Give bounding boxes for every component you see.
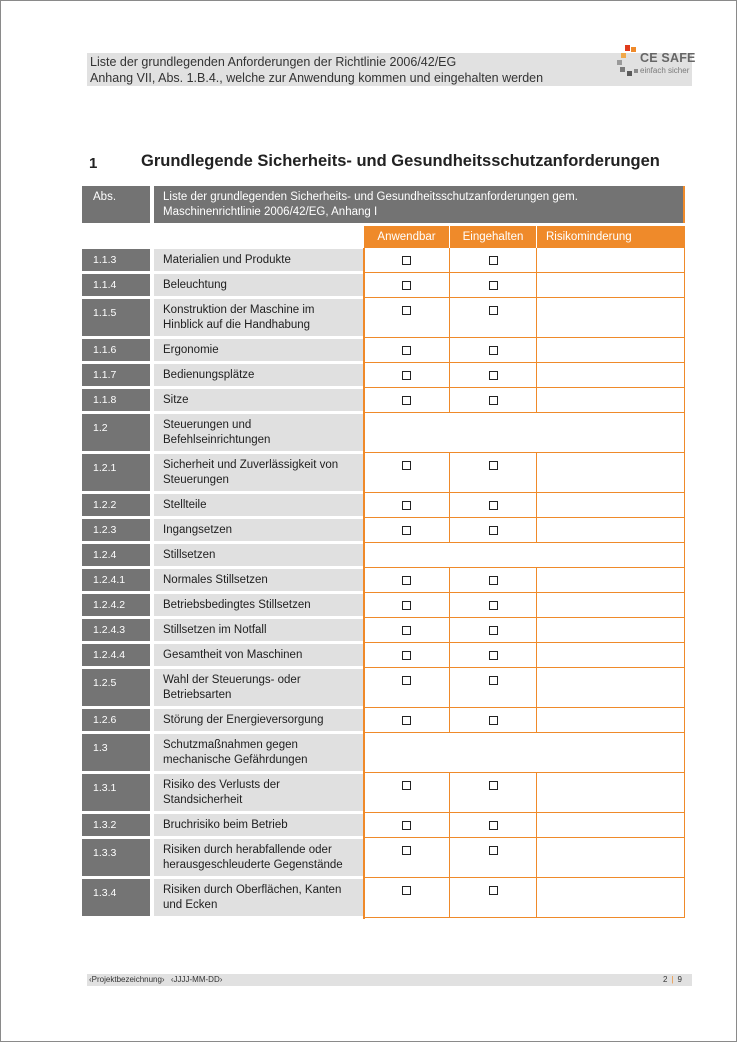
eingehalten-checkbox[interactable] bbox=[489, 281, 498, 290]
document-header bbox=[87, 53, 692, 86]
eingehalten-checkbox[interactable] bbox=[489, 306, 498, 315]
eingehalten-checkbox[interactable] bbox=[489, 256, 498, 265]
row-label-line-1: Stillsetzen im Notfall bbox=[163, 624, 267, 636]
row-number: 1.2.4.1 bbox=[82, 569, 150, 591]
row-label-line-1: Sicherheit und Zuverlässigkeit von bbox=[163, 459, 339, 471]
row-label-line-2: und Ecken bbox=[163, 899, 218, 911]
row-label-line-1: Gesamtheit von Maschinen bbox=[163, 649, 303, 661]
row-number: 1.1.8 bbox=[82, 389, 150, 411]
row-number: 1.2.6 bbox=[82, 709, 150, 731]
row-label-line-2: herausgeschleuderte Gegenstände bbox=[163, 859, 343, 871]
risikominderung-cell[interactable] bbox=[537, 838, 685, 878]
footer-left bbox=[89, 975, 222, 984]
row-number: 1.1.4 bbox=[82, 274, 150, 296]
eingehalten-checkbox[interactable] bbox=[489, 501, 498, 510]
row-label-line-1: Wahl der Steuerungs- oder bbox=[163, 674, 301, 686]
row-label-line-1: Ergonomie bbox=[163, 344, 219, 356]
risikominderung-cell[interactable] bbox=[537, 248, 685, 273]
anwendbar-cell bbox=[364, 453, 450, 493]
anwendbar-checkbox[interactable] bbox=[402, 396, 411, 405]
ce-safe-logo-icon bbox=[616, 44, 640, 78]
risikominderung-cell[interactable] bbox=[537, 813, 685, 838]
anwendbar-checkbox[interactable] bbox=[402, 601, 411, 610]
table-header-description bbox=[154, 186, 685, 223]
row-label-line-1: Steuerungen und bbox=[163, 419, 252, 431]
table-header-abs bbox=[82, 186, 150, 223]
eingehalten-checkbox[interactable] bbox=[489, 716, 498, 725]
row-label bbox=[154, 299, 363, 336]
anwendbar-checkbox[interactable] bbox=[402, 846, 411, 855]
row-label-line-1: Materialien und Produkte bbox=[163, 254, 291, 266]
eingehalten-cell bbox=[450, 838, 537, 878]
row-number: 1.1.3 bbox=[82, 249, 150, 271]
row-label bbox=[154, 879, 363, 916]
abs-header-label: Abs. bbox=[93, 191, 117, 203]
row-label bbox=[154, 619, 363, 641]
eingehalten-checkbox[interactable] bbox=[489, 526, 498, 535]
row-label bbox=[154, 594, 363, 616]
document-footer bbox=[87, 974, 692, 986]
footer-total-pages: 9 bbox=[677, 975, 682, 984]
row-label bbox=[154, 669, 363, 706]
row-number: 1.2.1 bbox=[82, 454, 150, 491]
row-number: 1.2.4.2 bbox=[82, 594, 150, 616]
risikominderung-cell[interactable] bbox=[537, 493, 685, 518]
row-number: 1.2.4.4 bbox=[82, 644, 150, 666]
eingehalten-checkbox[interactable] bbox=[489, 781, 498, 790]
row-label-line-2: Betriebsarten bbox=[163, 689, 232, 701]
eingehalten-cell bbox=[450, 878, 537, 918]
row-number: 1.3.4 bbox=[82, 879, 150, 916]
anwendbar-checkbox[interactable] bbox=[402, 461, 411, 470]
row-number: 1.2.5 bbox=[82, 669, 150, 706]
anwendbar-cell bbox=[364, 878, 450, 918]
eingehalten-checkbox[interactable] bbox=[489, 371, 498, 380]
row-label bbox=[154, 494, 363, 516]
row-number: 1.2.4.3 bbox=[82, 619, 150, 641]
row-label-line-1: Bruchrisiko beim Betrieb bbox=[163, 819, 288, 831]
row-label-line-2: Befehlseinrichtungen bbox=[163, 434, 271, 446]
logo-title: CE SAFE bbox=[640, 51, 696, 65]
eingehalten-checkbox[interactable] bbox=[489, 676, 498, 685]
row-label-line-1: Sitze bbox=[163, 394, 189, 406]
row-label-line-1: Stellteile bbox=[163, 499, 207, 511]
row-label bbox=[154, 274, 363, 296]
risikominderung-cell[interactable] bbox=[537, 453, 685, 493]
row-label bbox=[154, 414, 363, 451]
row-number: 1.3.3 bbox=[82, 839, 150, 876]
row-label-line-1: Konstruktion der Maschine im bbox=[163, 304, 315, 316]
section-number: 1 bbox=[89, 155, 98, 172]
row-label-line-1: Risiko des Verlusts der bbox=[163, 779, 280, 791]
row-label bbox=[154, 249, 363, 271]
description-header-line-2: Maschinenrichtlinie 2006/42/EG, Anhang I bbox=[163, 206, 378, 218]
risikominderung-cell[interactable] bbox=[537, 773, 685, 813]
row-label bbox=[154, 389, 363, 411]
header-title-line-2: Anhang VII, Abs. 1.B.4., welche zur Anwendung kommen und eingehalten werden bbox=[90, 71, 544, 85]
row-label-line-1: Störung der Energieversorgung bbox=[163, 714, 324, 726]
row-number: 1.3.2 bbox=[82, 814, 150, 836]
merged-group-cell bbox=[364, 543, 685, 568]
risikominderung-cell[interactable] bbox=[537, 618, 685, 643]
row-number: 1.1.5 bbox=[82, 299, 150, 336]
row-label bbox=[154, 839, 363, 876]
merged-group-cell bbox=[364, 733, 685, 773]
anwendbar-checkbox[interactable] bbox=[402, 501, 411, 510]
row-label-line-2: Standsicherheit bbox=[163, 794, 243, 806]
row-label bbox=[154, 519, 363, 541]
row-label bbox=[154, 709, 363, 731]
anwendbar-cell bbox=[364, 668, 450, 708]
risikominderung-cell[interactable] bbox=[537, 388, 685, 413]
eingehalten-cell bbox=[450, 453, 537, 493]
anwendbar-checkbox[interactable] bbox=[402, 526, 411, 535]
row-label bbox=[154, 364, 363, 386]
eingehalten-checkbox[interactable] bbox=[489, 626, 498, 635]
risikominderung-cell[interactable] bbox=[537, 273, 685, 298]
anwendbar-checkbox[interactable] bbox=[402, 371, 411, 380]
row-number: 1.1.6 bbox=[82, 339, 150, 361]
row-number: 1.2.4 bbox=[82, 544, 150, 566]
anwendbar-checkbox[interactable] bbox=[402, 256, 411, 265]
anwendbar-checkbox[interactable] bbox=[402, 651, 411, 660]
description-header-line-1: Liste der grundlegenden Sicherheits- und Gesundheitsschutzanforderungen gem. bbox=[163, 191, 578, 203]
row-label bbox=[154, 544, 363, 566]
anwendbar-checkbox[interactable] bbox=[402, 716, 411, 725]
column-header-eingehalten: Eingehalten bbox=[450, 226, 536, 248]
row-label bbox=[154, 454, 363, 491]
row-number: 1.2.2 bbox=[82, 494, 150, 516]
footer-project-name: ‹Projektbezeichnung› bbox=[89, 975, 165, 984]
anwendbar-checkbox[interactable] bbox=[402, 306, 411, 315]
eingehalten-checkbox[interactable] bbox=[489, 886, 498, 895]
risikominderung-cell[interactable] bbox=[537, 593, 685, 618]
footer-date: ‹JJJJ-MM-DD› bbox=[170, 975, 223, 984]
eingehalten-checkbox[interactable] bbox=[489, 601, 498, 610]
risikominderung-cell[interactable] bbox=[537, 518, 685, 543]
footer-page-separator: | bbox=[671, 975, 674, 984]
risikominderung-cell[interactable] bbox=[537, 338, 685, 363]
row-label bbox=[154, 644, 363, 666]
anwendbar-checkbox[interactable] bbox=[402, 886, 411, 895]
risikominderung-cell[interactable] bbox=[537, 668, 685, 708]
row-label bbox=[154, 339, 363, 361]
row-label bbox=[154, 774, 363, 811]
eingehalten-checkbox[interactable] bbox=[489, 461, 498, 470]
column-header-risikominderung: Risikominderung bbox=[537, 226, 685, 248]
row-label bbox=[154, 569, 363, 591]
row-number: 1.2.3 bbox=[82, 519, 150, 541]
eingehalten-checkbox[interactable] bbox=[489, 821, 498, 830]
anwendbar-checkbox[interactable] bbox=[402, 781, 411, 790]
risikominderung-cell[interactable] bbox=[537, 708, 685, 733]
eingehalten-checkbox[interactable] bbox=[489, 346, 498, 355]
row-label-line-1: Stillsetzen bbox=[163, 549, 216, 561]
eingehalten-checkbox[interactable] bbox=[489, 576, 498, 585]
anwendbar-checkbox[interactable] bbox=[402, 821, 411, 830]
eingehalten-checkbox[interactable] bbox=[489, 651, 498, 660]
row-label-line-1: Risiken durch Oberflächen, Kanten bbox=[163, 884, 342, 896]
anwendbar-cell bbox=[364, 298, 450, 338]
anwendbar-checkbox[interactable] bbox=[402, 281, 411, 290]
row-number: 1.1.7 bbox=[82, 364, 150, 386]
eingehalten-cell bbox=[450, 298, 537, 338]
row-label-line-1: Schutzmaßnahmen gegen bbox=[163, 739, 298, 751]
header-title-line-1: Liste der grundlegenden Anforderungen der Richtlinie 2006/42/EG bbox=[90, 55, 457, 69]
checkbox-area-left-border bbox=[363, 248, 365, 919]
footer-page-number bbox=[663, 975, 682, 984]
anwendbar-checkbox[interactable] bbox=[402, 626, 411, 635]
anwendbar-checkbox[interactable] bbox=[402, 576, 411, 585]
row-label-line-2: Steuerungen bbox=[163, 474, 229, 486]
risikominderung-cell[interactable] bbox=[537, 878, 685, 918]
logo-subtitle: einfach sicher bbox=[640, 66, 690, 75]
row-number: 1.3.1 bbox=[82, 774, 150, 811]
column-header-anwendbar: Anwendbar bbox=[364, 226, 449, 248]
risikominderung-cell[interactable] bbox=[537, 363, 685, 388]
row-label-line-2: Hinblick auf die Handhabung bbox=[163, 319, 311, 331]
merged-group-cell bbox=[364, 413, 685, 453]
eingehalten-cell bbox=[450, 773, 537, 813]
row-label-line-2: mechanische Gefährdungen bbox=[163, 754, 308, 766]
anwendbar-cell bbox=[364, 773, 450, 813]
row-label-line-1: Ingangsetzen bbox=[163, 524, 233, 536]
section-title: Grundlegende Sicherheits- und Gesundheitsschutzanforderungen bbox=[141, 152, 660, 170]
eingehalten-cell bbox=[450, 668, 537, 708]
row-label-line-1: Betriebsbedingtes Stillsetzen bbox=[163, 599, 311, 611]
row-number: 1.2 bbox=[82, 414, 150, 451]
risikominderung-cell[interactable] bbox=[537, 643, 685, 668]
eingehalten-checkbox[interactable] bbox=[489, 846, 498, 855]
row-number: 1.3 bbox=[82, 734, 150, 771]
eingehalten-checkbox[interactable] bbox=[489, 396, 498, 405]
row-label bbox=[154, 814, 363, 836]
row-label-line-1: Normales Stillsetzen bbox=[163, 574, 268, 586]
anwendbar-cell bbox=[364, 838, 450, 878]
risikominderung-cell[interactable] bbox=[537, 298, 685, 338]
anwendbar-checkbox[interactable] bbox=[402, 346, 411, 355]
row-label-line-1: Beleuchtung bbox=[163, 279, 227, 291]
anwendbar-checkbox[interactable] bbox=[402, 676, 411, 685]
row-label-line-1: Bedienungsplätze bbox=[163, 369, 255, 381]
ce-safe-logo bbox=[616, 44, 694, 78]
risikominderung-cell[interactable] bbox=[537, 568, 685, 593]
row-label-line-1: Risiken durch herabfallende oder bbox=[163, 844, 332, 856]
footer-current-page: 2 bbox=[663, 975, 668, 984]
row-label bbox=[154, 734, 363, 771]
